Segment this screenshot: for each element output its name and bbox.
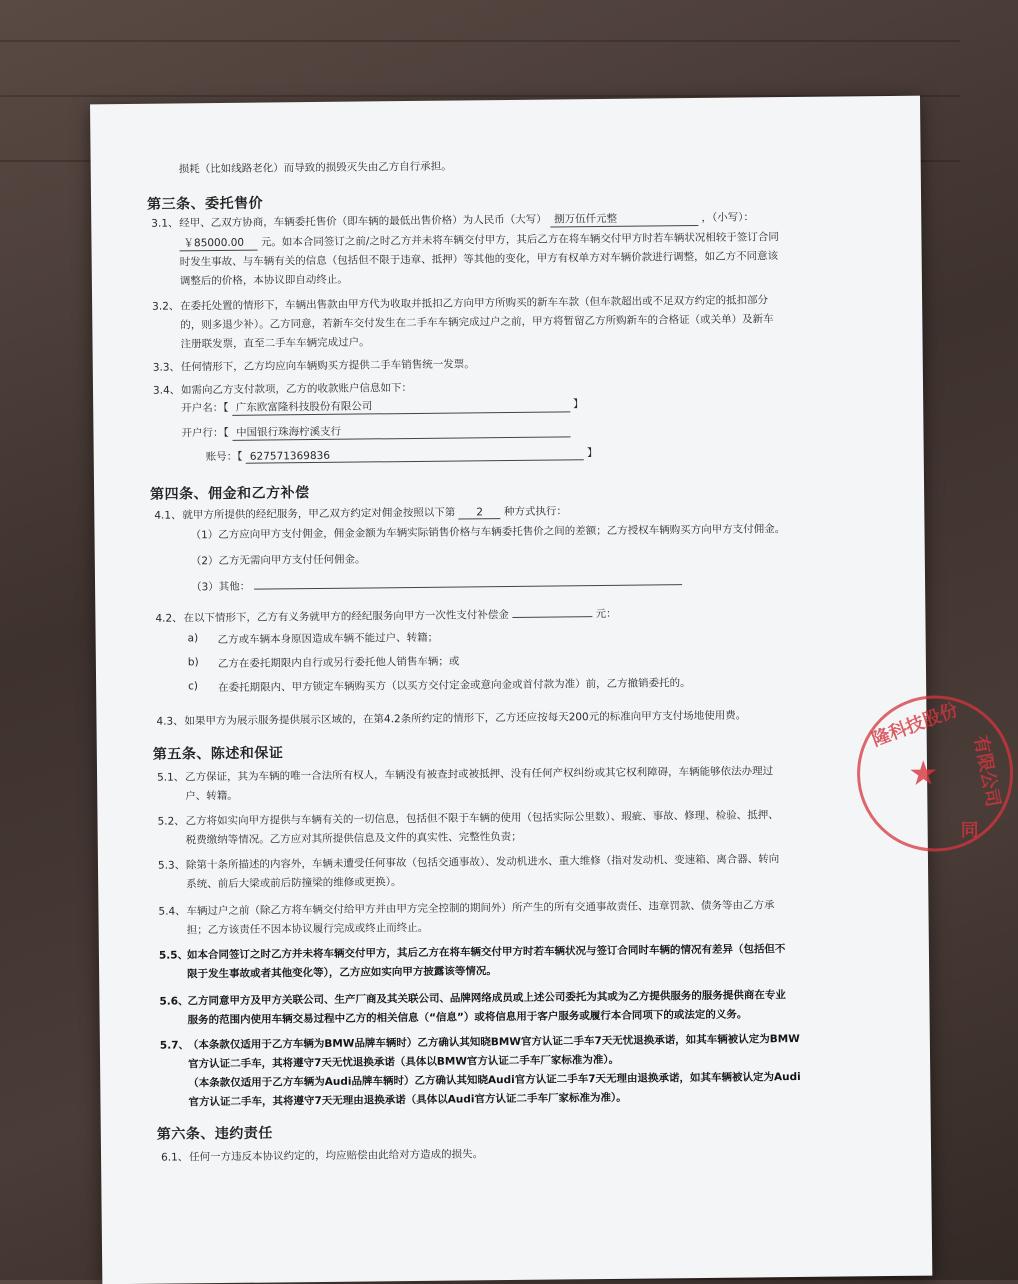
account-number-row	[206, 445, 598, 464]
clause-5-1-text-b: 户、转籍。	[185, 789, 238, 803]
clause-5-1-text-a: 乙方保证，其为车辆的唯一合法所有权人，车辆没有被查封或被抵押、没有任何产权纠纷或其它权利障碍，车辆能够依法办理过	[185, 765, 774, 784]
company-seal	[856, 695, 1014, 853]
price-amount: ￥85000.00	[179, 235, 257, 252]
seal-star-icon: ★	[907, 753, 939, 794]
clause-5-4-text-a: 车辆过户之前（除乙方将车辆交付给甲方并由甲方完全控制的期间外）所产生的所有交通事故责任、违章罚款、债务等由乙方承	[186, 899, 775, 918]
clause-3-2-text-a: 在委托处置的情形下，车辆出售款由甲方代为收取并抵扣乙方向甲方所购买的新车车款（但车款超出或不足双方约定的抵扣部分	[180, 294, 769, 313]
clause-5-5-text-b: 限于发生事故或者其他变化等），乙方应如实向甲方披露该等情况。	[187, 965, 497, 981]
item-a-text: 乙方或车辆本身原因造成车辆不能过户、转籍；	[217, 631, 439, 647]
compensation-blank	[512, 616, 592, 618]
item-b-text: 乙方在委托期限内自行或另行委托他人销售车辆；或	[217, 655, 460, 671]
clause-5-2-number: 5.2、	[157, 815, 185, 828]
clause-4-1-number: 4.1、	[154, 509, 182, 522]
clause-4-1	[182, 503, 567, 522]
commission-choice: 2	[459, 506, 501, 519]
clause-5-7-text-a: （本条款仅适用于乙方车辆为BMW品牌车辆时）乙方确认其知晓BMW官方认证二手车7天无忧退换承诺，如其车辆被认定为BMW	[187, 1032, 800, 1052]
clause-5-6-text-a: 乙方同意甲方及甲方关联公司、生产厂商及其关联公司、品牌网络成员或上述公司委托为其或为乙方提供服务的服务提供商在专业	[187, 989, 786, 1008]
item-c-label: c)	[188, 680, 199, 693]
clause-4-1-text-b: 种方式执行：	[503, 505, 568, 519]
option-3	[191, 574, 682, 594]
item-b-label: b)	[187, 656, 199, 669]
account-name-value: 广东欧富隆科技股份有限公司	[232, 396, 570, 416]
clause-3-1-text-a: 经甲、乙双方协商，车辆委托售价（即车辆的最低出售价格）为人民币（大写）	[179, 213, 547, 230]
account-name-close: 】	[573, 398, 584, 411]
clause-5-5-text-a: 如本合同签订之时乙方并未将车辆交付甲方，其后乙方在将车辆交付甲方时若车辆状况与签订合同时车辆的情况有差异（包括但不	[186, 943, 786, 962]
section-6-heading: 第六条、违约责任	[156, 1125, 273, 1143]
price-small-label: ，（小写）：	[701, 211, 754, 224]
option-1: （1）乙方应向甲方支付佣金，佣金金额为车辆实际销售价格与车辆委托售价之间的差额；乙方授权车辆购买方向甲方支付佣金。	[190, 523, 786, 542]
clause-3-4-text: 如需向乙方支付款项，乙方的收款账户信息如下：	[180, 381, 413, 397]
clause-3-4-number: 3.4、	[152, 384, 181, 397]
option-3-label: （3）其他：	[191, 580, 251, 594]
clause-5-6-number: 5.6、	[159, 995, 189, 1008]
clause-3-3-text: 任何情形下，乙方均应向车辆购买方提供二手车销售统一发票。	[180, 358, 475, 374]
clause-3-1-text-b: 元。如本合同签订之前/之时乙方并未将车辆交付甲方，其后乙方在将车辆交付甲方时若车辆状况相较于签订合同	[260, 231, 779, 249]
option-3-blank	[254, 584, 682, 589]
clause-3-2-text-b: 的，则多退少补）。乙方同意，若新车交付发生在二手车车辆完成过户之前，甲方将暂留乙方所购新车的合格证（或关单）及新车	[180, 313, 774, 332]
clause-5-3-text-b: 系统、前后大梁或前后防撞梁的维修或更换）。	[186, 876, 402, 891]
clause-5-2-text-a: 乙方将如实向甲方提供与车辆有关的一切信息，包括但不限于车辆的使用（包括实际公里数）、瑕疵、事故、修理、检验、抵押、	[185, 809, 779, 828]
clause-5-7-text-d: 官方认证二手车，其将遵守7天无理由退换承诺（具体以Audi官方认证二手车厂家标准为准）。	[188, 1091, 627, 1109]
seal-text-top: 隆科技股份	[869, 699, 961, 751]
clause-5-7-number: 5.7、	[159, 1039, 190, 1052]
clause-4-2-text-b: 元：	[595, 607, 617, 621]
clause-4-3-text: 如果甲方为展示服务提供展示区域的，在第4.2条所约定的情形下，乙方还应按每天200元的标准向甲方支付场地使用费。	[184, 709, 747, 728]
clause-5-3-text-a: 除第十条所描述的内容外，车辆未遭受任何事故（包括交通事故）、发动机进水、重大维修（指对发动机、变速箱、离合器、转向	[185, 853, 780, 872]
account-bank-value: 中国银行珠海柠溪支行	[232, 421, 570, 441]
clause-3-2-text-c: 注册联发票，直至二手车车辆完成过户。	[180, 336, 370, 351]
clause-5-5-number: 5.5、	[158, 949, 189, 962]
account-number-label: 账号：【	[205, 450, 243, 464]
clause-5-1-number: 5.1、	[157, 771, 185, 784]
intro-text: 损耗（比如线路老化）而导致的损毁灭失由乙方自行承担。	[178, 160, 452, 176]
section-5-heading: 第五条、陈述和保证	[152, 745, 284, 763]
account-name-row	[181, 396, 584, 416]
clause-6-1-text: 任何一方违反本协议约定的，均应赔偿由此给对方造成的损失。	[188, 1148, 484, 1164]
account-name-label: 开户名：【	[181, 401, 229, 415]
clause-3-1	[179, 209, 754, 231]
clause-5-2-text-b: 税费缴纳等情况。乙方应对其所提供信息及文件的真实性、完整性负责；	[185, 830, 522, 847]
item-a-label: a)	[187, 632, 199, 645]
clause-3-1-number: 3.1、	[151, 217, 179, 230]
section-4-heading: 第四条、佣金和乙方补偿	[150, 485, 310, 503]
item-c-text: 在委托期限内、甲方锁定车辆购买方（以买方交付定金或意向金或首付款为准）前，乙方撤销委托的。	[218, 677, 691, 695]
clause-3-3-number: 3.3、	[152, 361, 181, 374]
document-page	[90, 96, 1004, 1284]
clause-5-6-text-b: 服务的范围内使用车辆交易过程中乙方的相关信息（“信息”）或将信息用于客户服务或履行本合同项下的或法定的义务。	[187, 1008, 748, 1027]
clause-4-3-number: 4.3、	[156, 715, 184, 728]
section-3-heading: 第三条、委托售价	[146, 195, 264, 213]
clause-3-1-text-d: 调整后的价格，本协议即自动终止。	[179, 273, 348, 288]
account-bank-label: 开户行：【	[181, 426, 229, 440]
account-bank-row	[181, 421, 570, 441]
clause-5-7-text-b: 官方认证二手车，其将遵守7天无忧退换承诺（具体以BMW官方认证二手车厂家标准为准）。	[188, 1053, 620, 1071]
clause-4-2-number: 4.2、	[155, 612, 183, 625]
clause-5-4-text-b: 担；乙方该责任不因本协议履行完成或终止而终止。	[186, 921, 429, 937]
account-number-close: 】	[587, 447, 598, 460]
clause-6-1-number: 6.1、	[160, 1151, 189, 1164]
clause-4-1-text-a: 就甲方所提供的经纪服务，甲乙双方约定对佣金按照以下第	[182, 506, 456, 522]
option-2: （2）乙方无需向甲方支付任何佣金。	[190, 553, 366, 568]
account-number-value: 627571369836	[246, 447, 584, 464]
clause-3-1-line-2	[179, 229, 779, 251]
clause-4-2	[183, 606, 616, 626]
clause-5-3-number: 5.3、	[157, 859, 186, 872]
clause-4-2-text-a: 在以下情形下，乙方有义务就甲方的经纪服务向甲方一次性支付补偿金	[183, 608, 509, 625]
seal-text-bottom: 同	[960, 820, 979, 842]
seal-text-side: 有限公司	[969, 733, 1004, 809]
clause-5-7-text-c: （本条款仅适用于乙方车辆为Audi品牌车辆时）乙方确认其知晓Audi官方认证二手车7天无理由退换承诺，如其车辆被认定为Audi	[188, 1070, 801, 1090]
clause-5-4-number: 5.4、	[158, 905, 186, 918]
clause-3-2-number: 3.2、	[152, 300, 180, 313]
clause-3-1-text-c: 时发生事故、与车辆有关的信息（包括但不限于违章、抵押）等其他的变化，甲方有权单方对车辆价款进行调整，如乙方不同意该	[179, 250, 779, 269]
price-uppercase: 捌万伍仟元整	[550, 210, 698, 228]
